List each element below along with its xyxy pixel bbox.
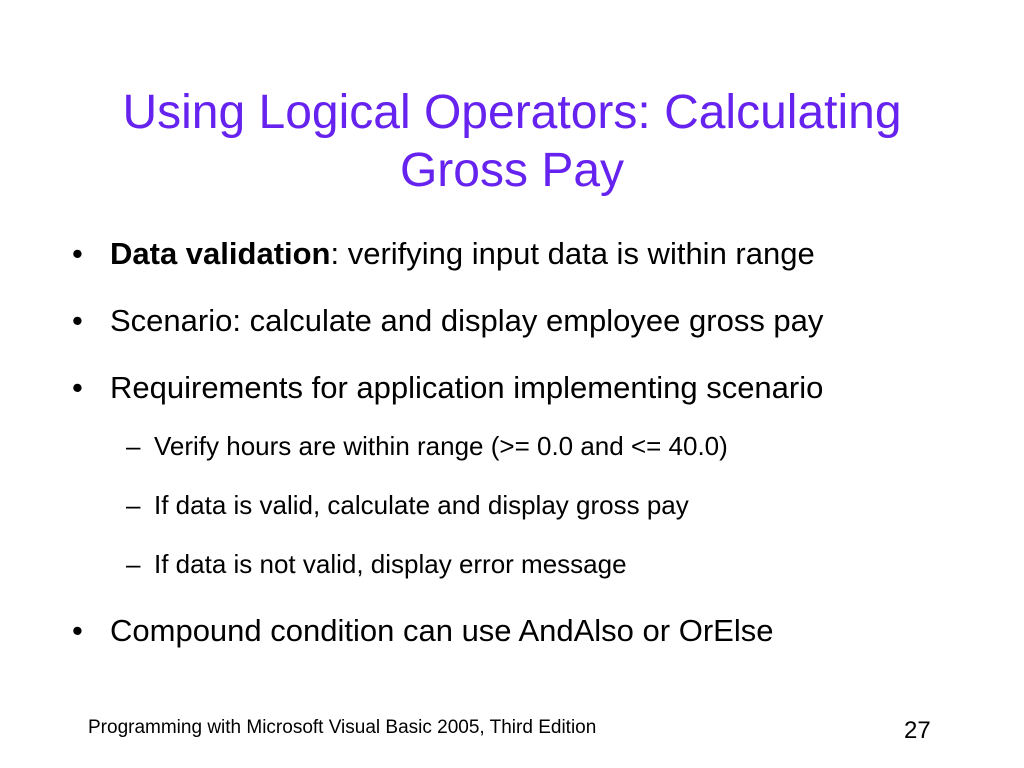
sub-bullet-text: If data is valid, calculate and display gross pay	[154, 490, 689, 520]
sub-bullet-text: If data is not valid, display error message	[154, 549, 627, 579]
sub-bullet-text: Verify hours are within range (>= 0.0 and <= 40.0)	[154, 431, 728, 461]
slide-title	[60, 84, 964, 200]
bullet-bold-term: Data validation	[110, 236, 331, 271]
sub-bullet-verify-hours	[70, 428, 1000, 464]
bullet-text: Requirements for application implementing scenario	[110, 370, 824, 405]
bullet-list	[70, 234, 1000, 678]
bullet-text: Compound condition can use AndAlso or OrElse	[110, 613, 774, 648]
page-number: 27	[904, 717, 931, 744]
sub-bullet-marker: –	[126, 490, 141, 520]
bullet-marker: •	[72, 370, 83, 405]
title-line-2: Gross Pay	[399, 144, 625, 197]
bullet-marker: •	[72, 613, 83, 648]
title-line-1: Using Logical Operators: Calculating	[122, 86, 902, 139]
footer-text: Programming with Microsoft Visual Basic 2005, Third Edition	[88, 717, 597, 738]
bullet-data-validation	[70, 234, 1000, 274]
bullet-compound-condition	[70, 611, 1000, 651]
sub-bullet-valid	[70, 487, 1000, 523]
sub-bullet-marker: –	[126, 549, 141, 579]
sub-bullet-not-valid	[70, 546, 1000, 582]
bullet-text: : verifying input data is within range	[330, 236, 815, 271]
bullet-marker: •	[72, 236, 83, 271]
bullet-requirements	[70, 368, 1000, 408]
bullet-scenario	[70, 301, 1000, 341]
sub-bullet-marker: –	[126, 431, 141, 461]
bullet-marker: •	[72, 303, 83, 338]
bullet-text: Scenario: calculate and display employee gross pay	[110, 303, 824, 338]
